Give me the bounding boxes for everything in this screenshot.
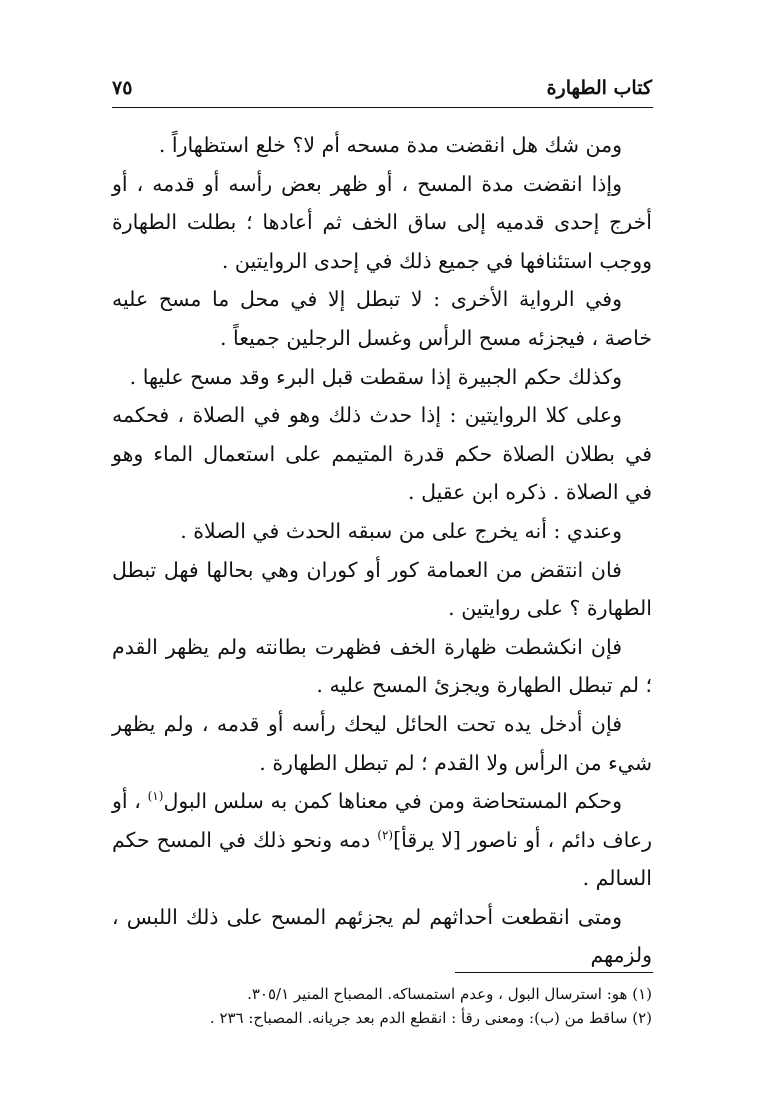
footnote-rule [455, 972, 653, 973]
main-text [112, 126, 652, 975]
paragraph-text: وحكم المستحاضة ومن في معناها كمن به سلس البول [163, 789, 623, 814]
page-number: ٧٥ [112, 77, 133, 99]
page-header [112, 74, 652, 108]
paragraph-text: ، أو رعاف دائم ، أو ناصور [لا يرقأ] [112, 789, 652, 852]
paragraph: وعلى كلا الروايتين : إذا حدث ذلك وهو في الصلاة ، فحكمه في بطلان الصلاة حكم قدرة المتيمم على استعمال الماء وهو في الصلاة . ذكره ابن عقيل . [112, 403, 652, 505]
paragraph-text: دمه ونحو ذلك في المسح حكم السالم . [112, 827, 652, 891]
paragraph: فإن انكشطت ظهارة الخف فظهرت بطانته ولم يظهر القدم ؛ لم تبطل الطهارة ويجزئ المسح عليه . [112, 634, 652, 698]
footnote-ref-1[interactable]: (١) [147, 789, 164, 804]
paragraph: فان انتقض من العمامة كور أو كوران وهي بحالها فهل تبطل الطهارة ؟ على روايتين . [112, 557, 652, 621]
paragraph: وعندي : أنه يخرج على من سبقه الحدث في الصلاة . [180, 518, 622, 543]
footnotes [112, 982, 652, 1030]
paragraph: وإذا انقضت مدة المسح ، أو ظهر بعض رأسه أو قدمه ، أو أخرج إحدى قدميه إلى ساق الخف ثم أعادها ؛ بطلت الطهارة ووجب استئنافها في جميع ذلك في إحدى الروايتين . [112, 171, 652, 273]
footnote-2: (٢) ساقط من (ب): ومعنى رقأ : انقطع الدم بعد جريانه. المصباح: ٢٣٦ . [209, 1009, 652, 1027]
paragraph: فإن أدخل يده تحت الحائل ليحك رأسه أو قدمه ، ولم يظهر شيء من الرأس ولا القدم ؛ لم تبطل الطهارة . [112, 711, 652, 775]
paragraph: ومتى انقطعت أحداثهم لم يجزئهم المسح على ذلك اللبس ، ولزمهم [112, 904, 652, 968]
running-title: كتاب الطهارة [546, 77, 652, 99]
footnote-ref-2[interactable]: (٢) [377, 827, 394, 842]
paragraph-with-footnotes [112, 782, 652, 898]
header-rule [112, 107, 653, 108]
paragraph: وفي الرواية الأخرى : لا تبطل إلا في محل ما مسح عليه خاصة ، فيجزئه مسح الرأس وغسل الرجلين جميعاً . [112, 287, 652, 350]
paragraph: ومن شك هل انقضت مدة مسحه أم لا؟ خلع استظهاراً . [158, 133, 622, 157]
paragraph: وكذلك حكم الجبيرة إذا سقطت قبل البرء وقد مسح عليها . [129, 364, 622, 389]
footnote-1: (١) هو: استرسال البول ، وعدم استمساكه. المصباح المنير ٣٠٥/١. [247, 985, 652, 1003]
